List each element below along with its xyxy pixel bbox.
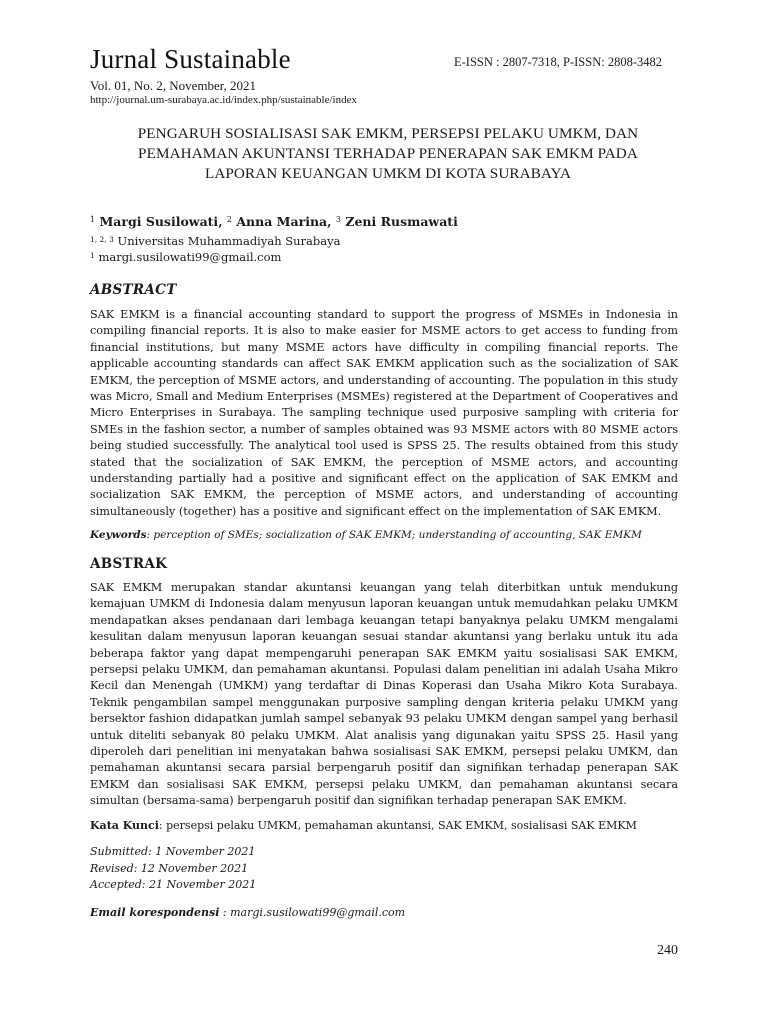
correspondence-label: Email korespondensi <box>90 906 220 919</box>
author-list: $^1$ Margi Susilowati, $^2$ Anna Marina, $^3$ Zeni Rusmawati <box>90 214 458 229</box>
journal-name: Jurnal Sustainable <box>90 44 291 74</box>
abstrak-heading: ABSTRAK <box>90 556 168 572</box>
author-name: Zeni Rusmawati <box>345 214 458 229</box>
affiliation <box>90 234 340 248</box>
article-dates <box>90 844 256 894</box>
kata-kunci-text: : persepsi pelaku UMKM, pemahaman akuntansi, SAK EMKM, sosialisasi SAK EMKM <box>158 819 637 832</box>
journal-url[interactable]: http://journal.um-surabaya.ac.id/index.php/sustainable/index <box>90 94 357 106</box>
accepted-date: Accepted: 21 November 2021 <box>90 878 257 891</box>
revised-date: Revised: 12 November 2021 <box>90 861 249 875</box>
abstract-heading: ABSTRACT <box>90 282 177 298</box>
title-line: PEMAHAMAN AKUNTANSI TERHADAP PENERAPAN SAK EMKM PADA <box>138 145 638 162</box>
submitted-date: Submitted: 1 November 2021 <box>90 845 256 858</box>
email-sup: 1 <box>90 251 95 260</box>
author-name: Anna Marina <box>236 214 328 229</box>
correspondence-email <box>90 906 405 919</box>
author-sup: 2 <box>226 215 232 224</box>
abstract-text: SAK EMKM is a financial accounting standard to support the progress of MSMEs in Indonesia in compiling financial reports. It is also to make easier for MSME actors to get access to funding from financial institutions, but many MSME actors have difficulty in compiling financial reports. The applicable accounting standards can affect SAK EMKM application such as the socialization of SAK EMKM, the perception of MSME actors, and understanding of accounting. The population in this study was Micro, Small and Medium Enterprises (MSMEs) registered at the Department of Cooperatives and Micro Enterprises in Surabaya. The sampling technique used purposive sampling with criteria for SMEs in the fashion sector, a number of samples obtained was 93 MSME actors with 80 MSME actors being studied successfully. The analytical tool used is SPSS 25. The results obtained from this study stated that the socialization of SAK EMKM, the perception of MSME actors, and accounting understanding partially had a positive and significant effect on the application of SAK EMKM and socialization SAK EMKM, the perception of MSME actors, and understanding of accounting simultaneously (together) has a positive and significant effect on the implementation of SAK EMKM. <box>90 308 678 518</box>
kata-kunci <box>90 819 690 832</box>
kata-kunci-label: Kata Kunci <box>90 819 159 832</box>
affiliation-sup: 1, 2, 3 <box>90 235 114 244</box>
correspondence-value[interactable]: : margi.susilowati99@gmail.com <box>219 906 406 919</box>
author-name: Margi Susilowati <box>99 214 219 229</box>
title-line: PENGARUH SOSIALISASI SAK EMKM, PERSEPSI PELAKU UMKM, DAN <box>137 125 639 142</box>
keywords <box>90 529 690 541</box>
abstrak-text: SAK EMKM merupakan standar akuntansi keuangan yang telah diterbitkan untuk mendukung kemajuan UMKM di Indonesia dalam menyusun laporan keuangan untuk memudahkan pelaku UMKM mendapatkan akses pendanaan dari lembaga keuangan tetapi banyaknya pelaku UMKM mengalami kesulitan dalam menyusun laporan keuangan sesuai standar akuntansi yang berlaku untuk itu ada beberapa faktor yang dapat mempengaruhi penerapan SAK EMKM yaitu sosialisasi SAK EMKM, persepsi pelaku UMKM, dan pemahaman akuntansi. Populasi dalam penelitian ini adalah Usaha Mikro Kecil dan Menengah (UMKM) yang terdaftar di Dinas Koperasi dan Usaha Mikro Kota Surabaya. Teknik pengambilan sampel menggunakan purposive sampling dengan kriteria pelaku UMKM yang bersektor fashion didapatkan jumlah sampel sebanyak 93 pelaku UMKM dengan sampel yang berhasil untuk diteliti sebanyak 80 pelaku UMKM. Alat analisis yang digunakan yaitu SPSS 25. Hasil yang diperoleh dari penelitian ini menyatakan bahwa sosialisasi SAK EMKM, persepsi pelaku UMKM, dan pemahaman akuntansi secara parsial berpengaruh positif dan signifikan terhadap penerapan SAK EMKM dan sosialisasi SAK EMKM, persepsi pelaku UMKM, dan pemahaman akuntansi secara simultan (bersama-sama) berpengaruh positif dan signifikan terhadap penerapan SAK EMKM. <box>90 581 678 808</box>
keywords-text: : perception of SMEs; socialization of SAK EMKM; understanding of accounting, SAK EMKM <box>146 529 642 541</box>
issn: E-ISSN : 2807-7318, P-ISSN: 2808-3482 <box>454 55 662 69</box>
article-title <box>98 124 678 184</box>
page-number: 240 <box>657 943 678 958</box>
author-sup: 1 <box>90 215 96 224</box>
volume-line: Vol. 01, No. 2, November, 2021 <box>90 78 257 93</box>
title-line: LAPORAN KEUANGAN UMKM DI KOTA SURABAYA <box>204 165 572 182</box>
keywords-label: Keywords <box>90 529 147 541</box>
affiliation-text: Universitas Muhammadiyah Surabaya <box>117 234 341 248</box>
author-sup: 3 <box>335 215 341 224</box>
email-text[interactable]: margi.susilowati99@gmail.com <box>98 250 282 264</box>
author-email <box>90 250 281 264</box>
